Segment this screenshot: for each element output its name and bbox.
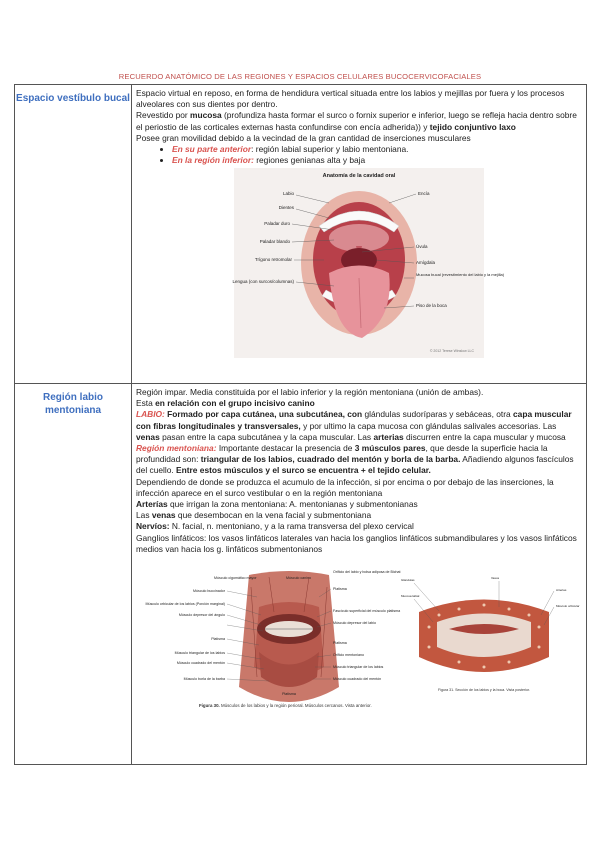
label-glandulas: Glándulas	[401, 578, 415, 583]
row-label-vestibulo: Espacio vestíbulo bucal	[15, 85, 132, 384]
paragraph: Región mentoniana: Importante destacar la presencia de 3 músculos pares, que desde la superficie hacia la profundidad son: triangular de los labios, cuadrado del mentón y borla de la barba. Añadiendo algunos fascículos del cuello. Entre estos músculos y el surco se encuentra + el tejido celular.	[136, 443, 574, 476]
figure-title: Anatomía de la cavidad oral	[322, 173, 396, 180]
label-paladar-duro: Paladar duro	[264, 221, 290, 227]
paragraph: Nervíos: N. facial, n. mentoniano, y a la rama transversa del plexo cervical	[136, 521, 414, 532]
label-orbicular-right: Músculo orbicular	[556, 604, 580, 609]
label-trigono: Trígono retromolar	[254, 257, 292, 263]
paragraph: Las venas que desembocan en la vena facial y submentoniana	[136, 510, 372, 521]
label-mucosa-labial: Mucosa labial	[401, 594, 420, 599]
label-platisma-c1: Platisma	[333, 587, 347, 592]
label-cuadrado-c: Músculo cuadrado del mentón	[333, 677, 382, 682]
label-orificio-mentoniano: Orificio mentoniano	[333, 653, 364, 658]
label-arterias: Arterias	[556, 588, 567, 593]
label-depresor-angulo: Músculo depresor del ángulo	[178, 613, 225, 618]
label-dientes: Dientes	[278, 205, 294, 211]
label-cuadrado-left: Músculo cuadrado del mentón	[176, 661, 225, 666]
paragraph: Ganglios linfáticos: los vasos linfáticos laterales van hacia los ganglios linfáticos submandibulares y los vasos linfáticos medios van hacia los g. linfáticos submentonianos	[136, 532, 577, 554]
table-row	[15, 384, 587, 765]
label-platisma-left: Platisma	[211, 637, 225, 642]
figure-caption: Figura 30. Músculos de los labios y la región perioral. Músculos cercanos. Vista anterior.	[199, 703, 372, 709]
row-label-labio-mentoniana: Región labio mentoniana	[15, 384, 132, 765]
figure-credit: © 2012 Terese Winslow LLC	[429, 349, 474, 354]
figure-caption-right: Figura 31. Sección de los labios y la boca. Vista posterior.	[437, 688, 531, 693]
paragraph: Dependiendo de donde se produzca el acumulo de la infección, si por encima o por debajo de las inserciones, la infección aparece en el surco vestibular o en la región mentoniana	[136, 476, 554, 498]
label-triangular-left: Músculo triangular de los labios	[174, 651, 225, 656]
list-item: • En la región inferior: regiones genianas alta y baja	[172, 155, 582, 166]
label-platisma-c2: Platisma	[333, 641, 347, 646]
label-mucosa-bucal: Mucosa bucal (revestimiento del labio y la mejilla)	[416, 272, 505, 278]
row-content-vestibulo	[132, 85, 587, 384]
face-illustration	[239, 571, 339, 702]
label-amigdala: Amígdala	[416, 260, 436, 266]
paragraph: Esta en relación con el grupo incisivo canino	[136, 398, 315, 409]
label-canino: Músculo canino	[286, 576, 311, 581]
paragraph: Arterías que irrigan la zona mentoniana: A. mentonianas y submentonianas	[136, 499, 418, 510]
row-content-labio-mentoniana	[132, 384, 587, 765]
label-lengua: Lengua (con surcos/columnas)	[232, 279, 294, 285]
label-depresor-labio: Músculo depresor del labio	[333, 621, 376, 626]
paragraph: Región impar. Media constituida por el labio inferior y la región mentoniana (unión de ambas).	[136, 387, 484, 397]
label-labio: Labio	[282, 191, 294, 197]
bullet-list	[136, 144, 582, 166]
label-paladar-blando: Paladar blando	[259, 239, 290, 245]
label-fasciculo: Fascículo superficial del músculo platisma	[333, 609, 401, 614]
label-bichat: Orificio del labio y bolsa adiposa de Bichat	[333, 570, 401, 575]
label-encia: Encía	[418, 191, 430, 197]
label-orbicular: Músculo orbicular de los labios (Porción marginal)	[145, 602, 225, 607]
oral-cavity-figure	[232, 168, 505, 358]
label-cigomatico: Músculo cigomático mayor	[214, 576, 257, 581]
label-borla: Músculo borla de la barba	[183, 677, 225, 682]
regions-table	[14, 84, 587, 765]
paragraph: LABIO: Formado por capa cutánea, una subcutánea, con glándulas sudoríparas y sebáceas, otra capa muscular con fibras longitudinales y transversales, y por ultimo la capa mucosa con glándulas salivales accesorias. Las venas pasan entre la capa subcutánea y la capa muscular. Las arterias discurren entre la capa muscular y mucosa	[136, 409, 572, 442]
label-piso-boca: Piso de la boca	[416, 303, 447, 309]
table-row	[15, 85, 587, 384]
label-triangular-c: Músculo triangular de los labios	[333, 665, 384, 670]
paragraph: Espacio virtual en reposo, en forma de hendidura vertical situada entre los labios y mejillas por fuera y los procesos alveolares con sus dientes por dentro.	[136, 88, 565, 110]
label-platisma-c3: Platisma	[282, 692, 296, 697]
list-item: • En su parte anterior: región labial superior y labio mentoniana.	[172, 144, 582, 155]
paragraph: Revestido por mucosa (profundiza hasta formar el surco o fornix superior e inferior, luego se refleja hacia dentro sobre el periostio de las corticales externas hasta confundirse con encía adherida)) y tejido conjuntivo laxo	[136, 110, 577, 132]
document-title: RECUERDO ANATÓMICO DE LAS REGIONES Y ESPACIOS CELULARES BUCOCERVICOFACIALES	[118, 72, 482, 81]
perioral-muscles-figure	[139, 567, 579, 717]
label-uvula: Úvula	[416, 244, 428, 250]
paragraph: Posee gran movilidad debido a la vecindad de la gran cantidad de inserciones musculares	[136, 132, 471, 143]
label-vasos: Vasos	[491, 576, 500, 581]
label-buccinador: Músculo buccinador	[193, 589, 225, 594]
